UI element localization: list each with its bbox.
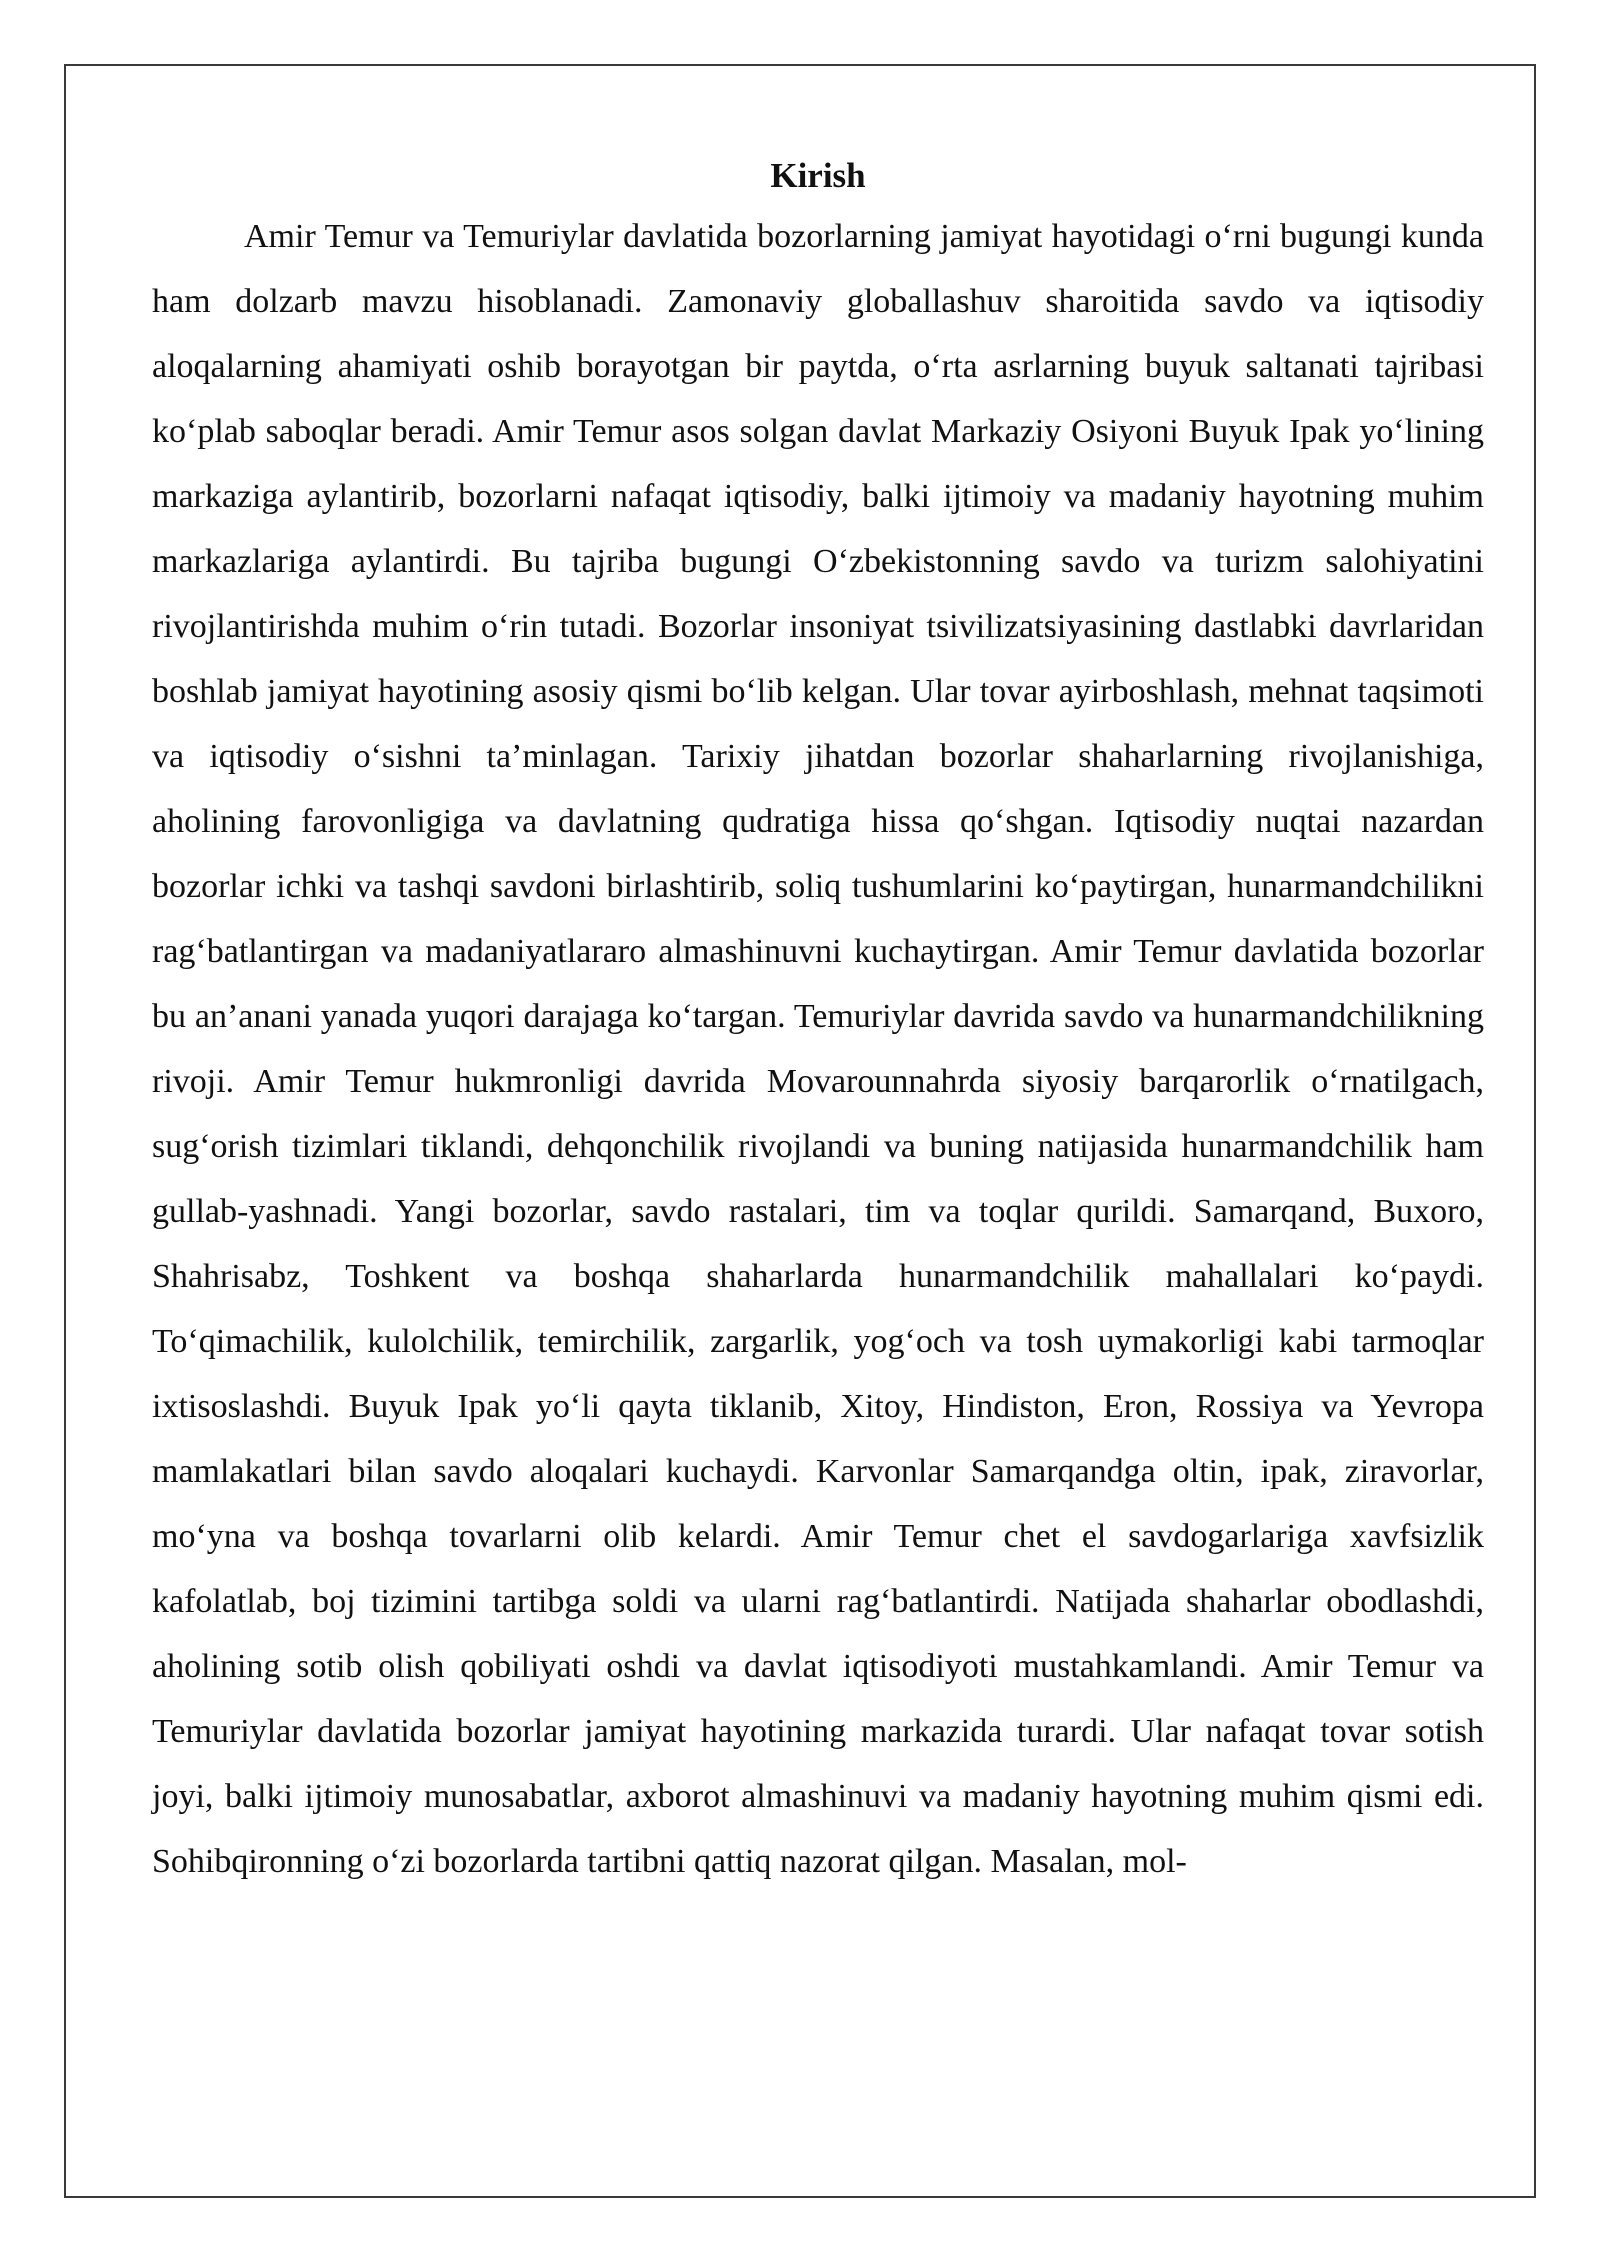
- body-paragraph: Amir Temur va Temuriylar davlatida bozorlarning jamiyat hayotidagi o‘rni bugungi kunda ham dolzarb mavzu hisoblanadi. Zamonaviy globallashuv sharoitida savdo va iqtisodiy aloqalarning ahamiyati oshib borayotgan bir paytda, o‘rta asrlarning buyuk saltanati tajribasi ko‘plab saboqlar beradi. Amir Temur asos solgan davlat Markaziy Osiyoni Buyuk Ipak yo‘lining markaziga aylantirib, bozorlarni nafaqat iqtisodiy, balki ijtimoiy va madaniy hayotning muhim markazlariga aylantirdi. Bu tajriba bugungi O‘zbekistonning savdo va turizm salohiyatini rivojlantirishda muhim o‘rin tutadi. Bozorlar insoniyat tsivilizatsiyasining dastlabki davrlaridan boshlab jamiyat hayotining asosiy qismi bo‘lib kelgan. Ular tovar ayirboshlash, mehnat taqsimoti va iqtisodiy o‘sishni ta’minlagan. Tarixiy jihatdan bozorlar shaharlarning rivojlanishiga, aholining farovonligiga va davlatning qudratiga hissa qo‘shgan. Iqtisodiy nuqtai nazardan bozorlar ichki va tashqi savdoni birlashtirib, soliq tushumlarini ko‘paytirgan, hunarmandchilikni rag‘batlantirgan va madaniyatlararo almashinuvni kuchaytirgan. Amir Temur davlatida bozorlar bu an’anani yanada yuqori darajaga ko‘targan. Temuriylar davrida savdo va hunarmandchilikning rivoji. Amir Temur hukmronligi davrida Movarounnahrda siyosiy barqarorlik o‘rnatilgach, sug‘orish tizimlari tiklandi, dehqonchilik rivojlandi va buning natijasida hunarmandchilik ham gullab-yashnadi. Yangi bozorlar, savdo rastalari, tim va toqlar qurildi. Samarqand, Buxoro, Shahrisabz, Toshkent va boshqa shaharlarda hunarmandchilik mahallalari ko‘paydi. To‘qimachilik, kulolchilik, temirchilik, zargarlik, yog‘och va tosh uymakorligi kabi tarmoqlar ixtisoslashdi. Buyuk Ipak yo‘li qayta tiklanib, Xitoy, Hindiston, Eron, Rossiya va Yevropa mamlakatlari bilan savdo aloqalari kuchaydi. Karvonlar Samarqandga oltin, ipak, ziravorlar, mo‘yna va boshqa tovarlarni olib kelardi. Amir Temur chet el savdogarlariga xavfsizlik kafolatlab, boj tizimini tartibga soldi va ularni rag‘batlantirdi. Natijada shaharlar obodlashdi, aholining sotib olish qobiliyati oshdi va davlat iqtisodiyoti mustahkamlandi. Amir Temur va Temuriylar davlatida bozorlar jamiyat hayotining markazida turardi. Ular nafaqat tovar sotish joyi, balki ijtimoiy munosabatlar, axborot almashinuvi va madaniy hayotning muhim qismi edi. Sohibqironning o‘zi bozorlarda tartibni qattiq nazorat qilgan. Masalan, mol-: [152, 218, 1484, 1880]
- document-content: [152, 148, 1484, 1894]
- document-title: Kirish: [770, 156, 866, 195]
